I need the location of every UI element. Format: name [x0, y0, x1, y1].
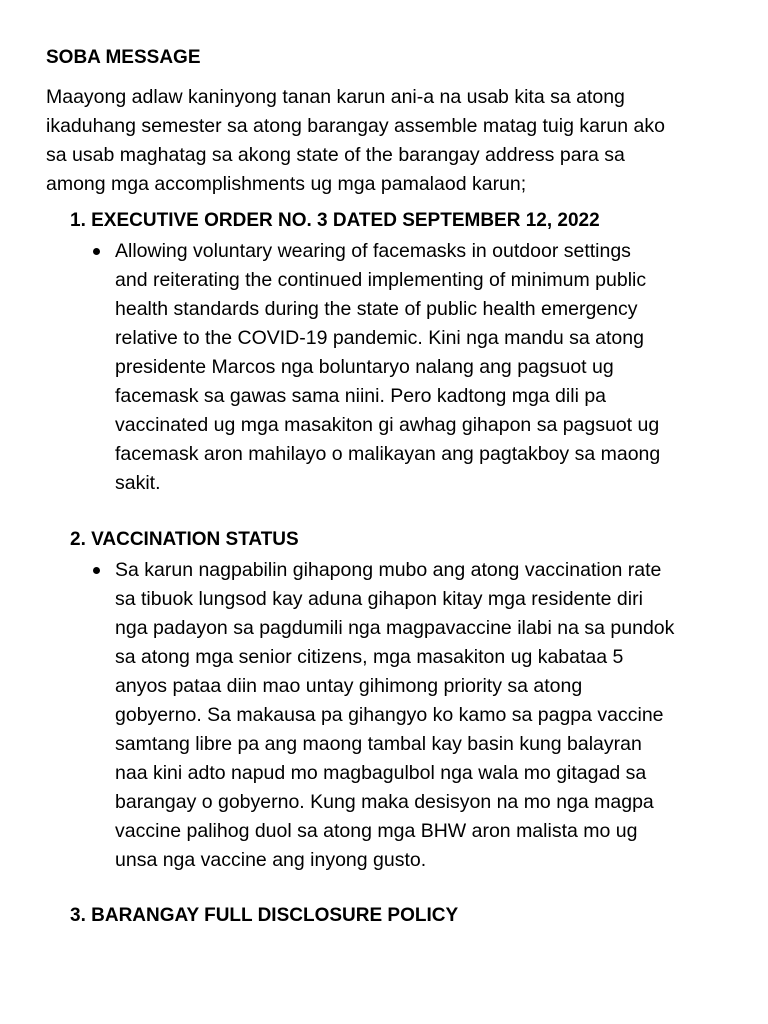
document-title: SOBA MESSAGE: [46, 47, 201, 68]
bullet-line: health standards during the state of public health emergency: [115, 298, 638, 320]
intro-line: sa usab maghatag sa akong state of the barangay address para sa: [46, 144, 625, 166]
section-heading: 2. VACCINATION STATUS: [70, 529, 299, 550]
intro-line: ikaduhang semester sa atong barangay assemble matag tuig karun ako: [46, 115, 665, 137]
bullet-line: anyos pataa diin mao untay gihimong priority sa atong: [115, 675, 583, 697]
bullet-line: naa kini adto napud mo magbagulbol nga wala mo gitagad sa: [115, 762, 647, 784]
bullet-line: Allowing voluntary wearing of facemasks in outdoor settings: [115, 240, 631, 262]
section-heading: 3. BARANGAY FULL DISCLOSURE POLICY: [70, 905, 459, 926]
intro-line: among mga accomplishments ug mga pamalaod karun;: [46, 173, 527, 195]
bullet-line: barangay o gobyerno. Kung maka desisyon na mo nga magpa: [115, 791, 654, 813]
bullet-line: facemask sa gawas sama niini. Pero kadtong mga dili pa: [115, 385, 607, 407]
bullet-line: samtang libre pa ang maong tambal kay basin kung balayran: [115, 733, 642, 755]
bullet-icon: [93, 248, 100, 255]
bullet-line: sa atong mga senior citizens, mga masakiton ug kabataa 5: [115, 646, 624, 668]
section-heading: 1. EXECUTIVE ORDER NO. 3 DATED SEPTEMBER 12, 2022: [70, 210, 600, 231]
bullet-line: Sa karun nagpabilin gihapong mubo ang atong vaccination rate: [115, 559, 662, 581]
bullet-line: sa tibuok lungsod kay aduna gihapon kitay mga residente diri: [115, 588, 643, 610]
bullet-line: presidente Marcos nga boluntaryo nalang ang pagsuot ug: [115, 356, 614, 378]
bullet-line: gobyerno. Sa makausa pa gihangyo ko kamo sa pagpa vaccine: [115, 704, 664, 726]
bullet-line: nga padayon sa pagdumili nga magpavaccine ilabi na sa pundok: [115, 617, 675, 639]
bullet-line: vaccine palihog duol sa atong mga BHW aron malista mo ug: [115, 820, 638, 842]
bullet-line: sakit.: [115, 472, 161, 494]
bullet-line: and reiterating the continued implementing of minimum public: [115, 269, 647, 291]
bullet-line: vaccinated ug mga masakiton gi awhag gihapon sa pagsuot ug: [115, 414, 660, 436]
intro-line: Maayong adlaw kaninyong tanan karun ani-a na usab kita sa atong: [46, 86, 625, 108]
bullet-line: facemask aron mahilayo o malikayan ang pagtakboy sa maong: [115, 443, 661, 465]
bullet-line: relative to the COVID-19 pandemic. Kini nga mandu sa atong: [115, 327, 644, 349]
bullet-line: unsa nga vaccine ang inyong gusto.: [115, 849, 427, 871]
bullet-icon: [93, 567, 100, 574]
